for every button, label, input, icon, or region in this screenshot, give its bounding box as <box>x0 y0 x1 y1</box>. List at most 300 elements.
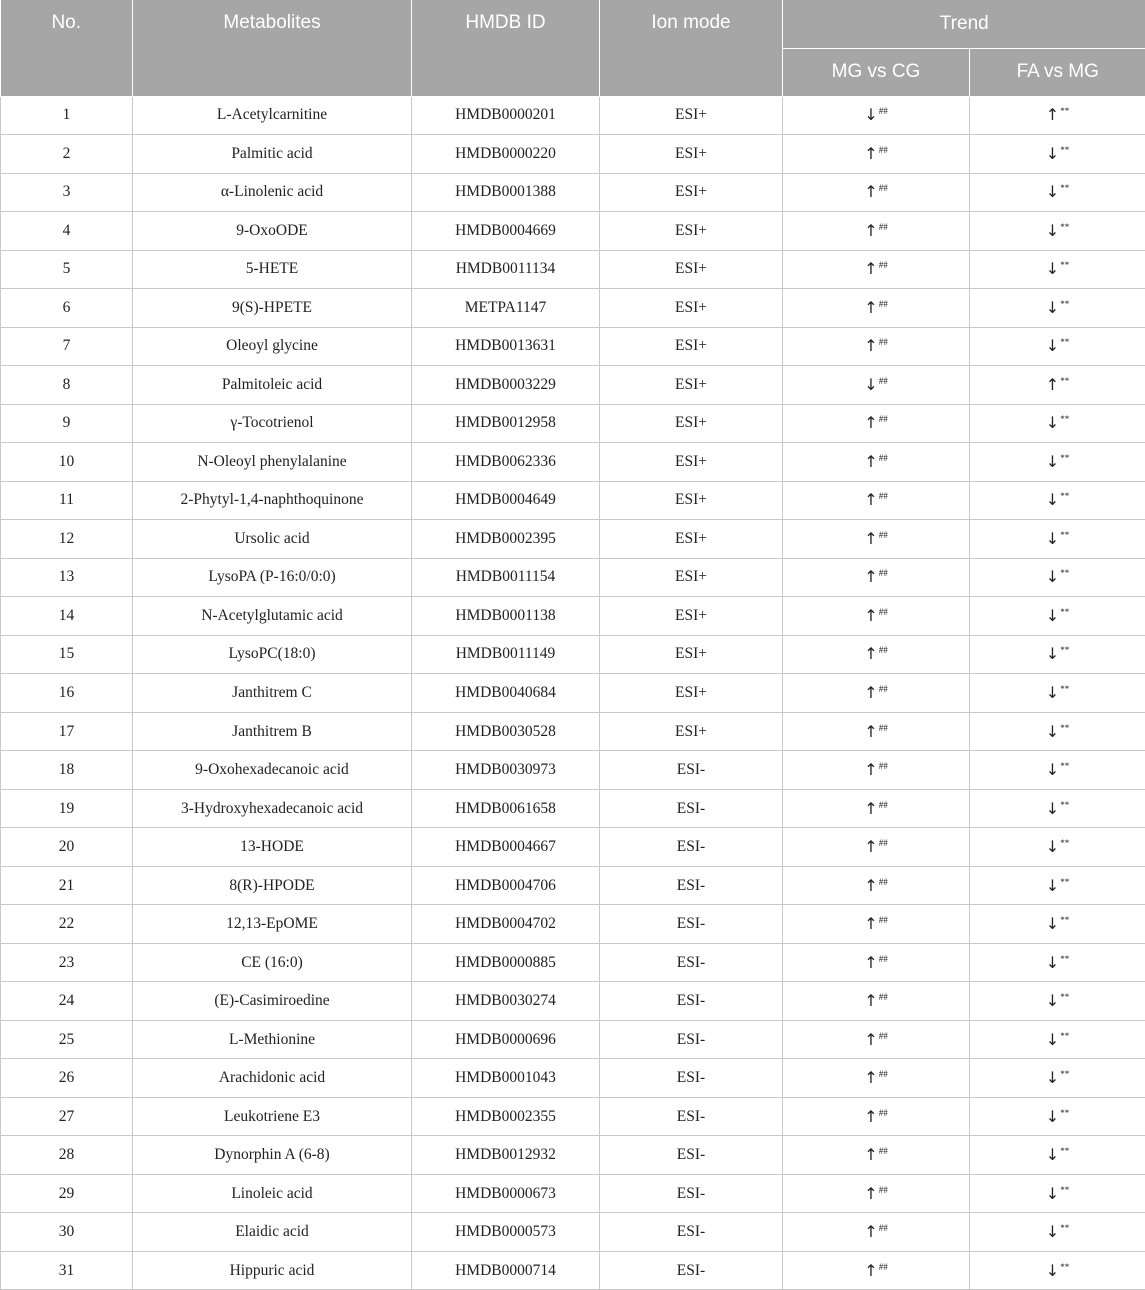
cell-mg-vs-cg <box>783 866 970 905</box>
cell-ion-mode: ESI- <box>600 866 783 905</box>
cell-mg-vs-cg <box>783 828 970 867</box>
significance-mark: ## <box>878 1107 888 1118</box>
cell-fa-vs-mg <box>970 96 1145 135</box>
trend-arrow-icon: ↑ <box>864 259 878 279</box>
trend-arrow-icon: ↓ <box>1045 1222 1060 1242</box>
trend-arrow-icon: ↓ <box>1045 721 1060 741</box>
cell-no: 17 <box>1 712 133 751</box>
trend-arrow-icon: ↓ <box>1045 143 1060 163</box>
cell-no: 8 <box>1 366 133 405</box>
cell-hmdb-id: HMDB0013631 <box>412 327 600 366</box>
trend-arrow-icon: ↓ <box>1045 1068 1060 1088</box>
trend-arrow-icon: ↑ <box>864 413 878 433</box>
cell-ion-mode: ESI- <box>600 828 783 867</box>
cell-ion-mode: ESI- <box>600 751 783 790</box>
cell-mg-vs-cg <box>783 597 970 636</box>
trend-arrow-icon: ↑ <box>1045 105 1060 125</box>
cell-no: 10 <box>1 443 133 482</box>
cell-ion-mode: ESI+ <box>600 366 783 405</box>
cell-metabolite: Oleoyl glycine <box>133 327 412 366</box>
cell-hmdb-id: HMDB0004649 <box>412 481 600 520</box>
table-row <box>1 828 1145 867</box>
cell-hmdb-id: HMDB0061658 <box>412 789 600 828</box>
trend-arrow-icon: ↑ <box>864 220 878 240</box>
cell-fa-vs-mg <box>970 1136 1145 1175</box>
cell-metabolite: 9(S)-HPETE <box>133 289 412 328</box>
cell-metabolite: N-Oleoyl phenylalanine <box>133 443 412 482</box>
table-row <box>1 135 1145 174</box>
cell-no: 22 <box>1 905 133 944</box>
trend-arrow-icon: ↑ <box>864 1183 878 1203</box>
cell-mg-vs-cg <box>783 250 970 289</box>
trend-arrow-icon: ↓ <box>1045 1183 1060 1203</box>
trend-arrow-icon: ↑ <box>864 528 878 548</box>
header-hmdb-id: HMDB ID <box>412 0 600 96</box>
cell-ion-mode: ESI- <box>600 1251 783 1290</box>
cell-no: 26 <box>1 1059 133 1098</box>
cell-no: 13 <box>1 558 133 597</box>
cell-metabolite: L-Methionine <box>133 1020 412 1059</box>
table-row <box>1 404 1145 443</box>
significance-mark: ## <box>878 838 888 849</box>
cell-hmdb-id: HMDB0000696 <box>412 1020 600 1059</box>
significance-mark: ## <box>878 183 888 194</box>
significance-mark: ** <box>1060 452 1070 463</box>
cell-mg-vs-cg <box>783 712 970 751</box>
cell-hmdb-id: HMDB0011134 <box>412 250 600 289</box>
cell-mg-vs-cg <box>783 96 970 135</box>
cell-ion-mode: ESI- <box>600 905 783 944</box>
trend-arrow-icon: ↑ <box>864 605 878 625</box>
trend-arrow-icon: ↓ <box>1045 259 1060 279</box>
cell-metabolite: N-Acetylglutamic acid <box>133 597 412 636</box>
table-row <box>1 366 1145 405</box>
significance-mark: ** <box>1060 722 1070 733</box>
cell-metabolite: (E)-Casimiroedine <box>133 982 412 1021</box>
cell-hmdb-id: HMDB0012932 <box>412 1136 600 1175</box>
trend-arrow-icon: ↓ <box>1045 490 1060 510</box>
trend-arrow-icon: ↓ <box>1045 875 1060 895</box>
table-row <box>1 789 1145 828</box>
table-row <box>1 866 1145 905</box>
cell-no: 4 <box>1 212 133 251</box>
cell-hmdb-id: HMDB0002355 <box>412 1097 600 1136</box>
cell-no: 24 <box>1 982 133 1021</box>
cell-hmdb-id: HMDB0000220 <box>412 135 600 174</box>
header-no: No. <box>1 0 133 96</box>
trend-arrow-icon: ↓ <box>1045 1106 1060 1126</box>
cell-metabolite: 2-Phytyl-1,4-naphthoquinone <box>133 481 412 520</box>
significance-mark: ** <box>1060 568 1070 579</box>
cell-hmdb-id: HMDB0004667 <box>412 828 600 867</box>
cell-fa-vs-mg <box>970 1097 1145 1136</box>
cell-metabolite: L-Acetylcarnitine <box>133 96 412 135</box>
cell-ion-mode: ESI+ <box>600 135 783 174</box>
significance-mark: ## <box>878 1223 888 1234</box>
cell-fa-vs-mg <box>970 1251 1145 1290</box>
cell-mg-vs-cg <box>783 1136 970 1175</box>
cell-mg-vs-cg <box>783 751 970 790</box>
cell-mg-vs-cg <box>783 943 970 982</box>
trend-arrow-icon: ↑ <box>864 297 878 317</box>
cell-hmdb-id: HMDB0002395 <box>412 520 600 559</box>
trend-arrow-icon: ↑ <box>864 451 878 471</box>
cell-metabolite: 13-HODE <box>133 828 412 867</box>
cell-no: 27 <box>1 1097 133 1136</box>
table-row <box>1 1020 1145 1059</box>
cell-ion-mode: ESI+ <box>600 558 783 597</box>
cell-mg-vs-cg <box>783 1213 970 1252</box>
cell-hmdb-id: HMDB0030528 <box>412 712 600 751</box>
significance-mark: ** <box>1060 375 1070 386</box>
trend-arrow-icon: ↑ <box>864 952 878 972</box>
trend-arrow-icon: ↑ <box>864 336 878 356</box>
cell-hmdb-id: HMDB0012958 <box>412 404 600 443</box>
cell-fa-vs-mg <box>970 712 1145 751</box>
cell-ion-mode: ESI- <box>600 943 783 982</box>
table-row <box>1 982 1145 1021</box>
table-row <box>1 1174 1145 1213</box>
cell-mg-vs-cg <box>783 212 970 251</box>
cell-metabolite: Palmitic acid <box>133 135 412 174</box>
trend-arrow-icon: ↓ <box>1045 1029 1060 1049</box>
cell-metabolite: CE (16:0) <box>133 943 412 982</box>
trend-arrow-icon: ↓ <box>1045 760 1060 780</box>
trend-arrow-icon: ↑ <box>864 1106 878 1126</box>
cell-hmdb-id: HMDB0003229 <box>412 366 600 405</box>
cell-fa-vs-mg <box>970 520 1145 559</box>
trend-arrow-icon: ↑ <box>864 991 878 1011</box>
significance-mark: ## <box>878 799 888 810</box>
cell-ion-mode: ESI+ <box>600 404 783 443</box>
trend-arrow-icon: ↑ <box>864 1068 878 1088</box>
cell-ion-mode: ESI+ <box>600 712 783 751</box>
cell-hmdb-id: HMDB0011149 <box>412 635 600 674</box>
header-trend: Trend <box>783 0 1145 48</box>
trend-arrow-icon: ↑ <box>864 875 878 895</box>
significance-mark: ## <box>878 221 888 232</box>
cell-no: 29 <box>1 1174 133 1213</box>
cell-mg-vs-cg <box>783 1251 970 1290</box>
trend-arrow-icon: ↓ <box>1045 336 1060 356</box>
cell-hmdb-id: HMDB0000573 <box>412 1213 600 1252</box>
cell-metabolite: LysoPA (P-16:0/0:0) <box>133 558 412 597</box>
trend-arrow-icon: ↑ <box>864 1145 878 1165</box>
cell-fa-vs-mg <box>970 558 1145 597</box>
cell-mg-vs-cg <box>783 789 970 828</box>
significance-mark: ** <box>1060 645 1070 656</box>
cell-fa-vs-mg <box>970 250 1145 289</box>
cell-hmdb-id: HMDB0001388 <box>412 173 600 212</box>
trend-arrow-icon: ↑ <box>864 644 878 664</box>
significance-mark: ** <box>1060 1223 1070 1234</box>
cell-ion-mode: ESI- <box>600 1097 783 1136</box>
significance-mark: ## <box>878 953 888 964</box>
significance-mark: ## <box>878 375 888 386</box>
cell-fa-vs-mg <box>970 1059 1145 1098</box>
cell-mg-vs-cg <box>783 635 970 674</box>
cell-fa-vs-mg <box>970 289 1145 328</box>
cell-hmdb-id: HMDB0030274 <box>412 982 600 1021</box>
cell-no: 31 <box>1 1251 133 1290</box>
cell-metabolite: 3-Hydroxyhexadecanoic acid <box>133 789 412 828</box>
table-row <box>1 212 1145 251</box>
trend-arrow-icon: ↓ <box>1045 1145 1060 1165</box>
significance-mark: ** <box>1060 1069 1070 1080</box>
cell-metabolite: γ-Tocotrienol <box>133 404 412 443</box>
cell-no: 21 <box>1 866 133 905</box>
cell-hmdb-id: HMDB0000714 <box>412 1251 600 1290</box>
cell-no: 7 <box>1 327 133 366</box>
cell-fa-vs-mg <box>970 212 1145 251</box>
cell-ion-mode: ESI- <box>600 1213 783 1252</box>
trend-arrow-icon: ↓ <box>1045 798 1060 818</box>
table-row <box>1 1251 1145 1290</box>
cell-ion-mode: ESI+ <box>600 289 783 328</box>
cell-no: 20 <box>1 828 133 867</box>
cell-ion-mode: ESI- <box>600 789 783 828</box>
cell-fa-vs-mg <box>970 366 1145 405</box>
cell-fa-vs-mg <box>970 751 1145 790</box>
cell-ion-mode: ESI+ <box>600 327 783 366</box>
trend-arrow-icon: ↓ <box>864 105 878 125</box>
cell-mg-vs-cg <box>783 443 970 482</box>
trend-arrow-icon: ↓ <box>1045 1260 1060 1280</box>
significance-mark: ** <box>1060 1261 1070 1272</box>
cell-mg-vs-cg <box>783 1059 970 1098</box>
trend-arrow-icon: ↑ <box>864 490 878 510</box>
cell-hmdb-id: HMDB0004669 <box>412 212 600 251</box>
significance-mark: ## <box>878 1146 888 1157</box>
cell-fa-vs-mg <box>970 1174 1145 1213</box>
trend-arrow-icon: ↓ <box>1045 644 1060 664</box>
trend-arrow-icon: ↓ <box>1045 220 1060 240</box>
table-row <box>1 751 1145 790</box>
cell-fa-vs-mg <box>970 443 1145 482</box>
significance-mark: ## <box>878 452 888 463</box>
significance-mark: ## <box>878 761 888 772</box>
significance-mark: ## <box>878 992 888 1003</box>
trend-arrow-icon: ↓ <box>1045 914 1060 934</box>
table-row <box>1 1136 1145 1175</box>
significance-mark: ** <box>1060 838 1070 849</box>
table-row <box>1 905 1145 944</box>
significance-mark: ** <box>1060 414 1070 425</box>
significance-mark: ## <box>878 260 888 271</box>
cell-fa-vs-mg <box>970 943 1145 982</box>
significance-mark: ** <box>1060 799 1070 810</box>
significance-mark: ## <box>878 529 888 540</box>
cell-metabolite: Leukotriene E3 <box>133 1097 412 1136</box>
significance-mark: ** <box>1060 221 1070 232</box>
cell-mg-vs-cg <box>783 558 970 597</box>
cell-metabolite: Ursolic acid <box>133 520 412 559</box>
cell-hmdb-id: HMDB0004706 <box>412 866 600 905</box>
trend-arrow-icon: ↓ <box>1045 952 1060 972</box>
cell-mg-vs-cg <box>783 520 970 559</box>
table-row <box>1 250 1145 289</box>
table-row <box>1 443 1145 482</box>
cell-metabolite: α-Linolenic acid <box>133 173 412 212</box>
table-row <box>1 1097 1145 1136</box>
cell-fa-vs-mg <box>970 1213 1145 1252</box>
cell-mg-vs-cg <box>783 173 970 212</box>
cell-no: 16 <box>1 674 133 713</box>
cell-no: 11 <box>1 481 133 520</box>
cell-no: 9 <box>1 404 133 443</box>
cell-mg-vs-cg <box>783 905 970 944</box>
cell-fa-vs-mg <box>970 635 1145 674</box>
trend-arrow-icon: ↑ <box>864 1222 878 1242</box>
table-body <box>1 96 1145 1290</box>
significance-mark: ## <box>878 722 888 733</box>
significance-mark: ** <box>1060 683 1070 694</box>
cell-mg-vs-cg <box>783 366 970 405</box>
cell-ion-mode: ESI+ <box>600 250 783 289</box>
cell-mg-vs-cg <box>783 327 970 366</box>
cell-mg-vs-cg <box>783 289 970 328</box>
cell-fa-vs-mg <box>970 828 1145 867</box>
table-row <box>1 173 1145 212</box>
significance-mark: ** <box>1060 260 1070 271</box>
table-row <box>1 558 1145 597</box>
significance-mark: ## <box>878 144 888 155</box>
cell-hmdb-id: HMDB0062336 <box>412 443 600 482</box>
cell-metabolite: 9-OxoODE <box>133 212 412 251</box>
cell-fa-vs-mg <box>970 327 1145 366</box>
table-row <box>1 712 1145 751</box>
significance-mark: ## <box>878 414 888 425</box>
significance-mark: ** <box>1060 876 1070 887</box>
cell-hmdb-id: METPA1147 <box>412 289 600 328</box>
table-row <box>1 635 1145 674</box>
trend-arrow-icon: ↓ <box>1045 528 1060 548</box>
cell-metabolite: Arachidonic acid <box>133 1059 412 1098</box>
significance-mark: ## <box>878 1069 888 1080</box>
header-fa-vs-mg: FA vs MG <box>970 48 1145 96</box>
trend-arrow-icon: ↑ <box>864 1029 878 1049</box>
trend-arrow-icon: ↑ <box>864 182 878 202</box>
significance-mark: ## <box>878 683 888 694</box>
table-row <box>1 943 1145 982</box>
trend-arrow-icon: ↑ <box>864 837 878 857</box>
cell-metabolite: 9-Oxohexadecanoic acid <box>133 751 412 790</box>
significance-mark: ** <box>1060 915 1070 926</box>
cell-no: 3 <box>1 173 133 212</box>
cell-ion-mode: ESI- <box>600 982 783 1021</box>
cell-no: 15 <box>1 635 133 674</box>
cell-hmdb-id: HMDB0001138 <box>412 597 600 636</box>
cell-metabolite: 12,13-EpOME <box>133 905 412 944</box>
significance-mark: ** <box>1060 761 1070 772</box>
cell-metabolite: Dynorphin A (6-8) <box>133 1136 412 1175</box>
cell-ion-mode: ESI+ <box>600 212 783 251</box>
cell-no: 2 <box>1 135 133 174</box>
trend-arrow-icon: ↓ <box>1045 451 1060 471</box>
cell-metabolite: 5-HETE <box>133 250 412 289</box>
table-row <box>1 481 1145 520</box>
significance-mark: ## <box>878 491 888 502</box>
trend-arrow-icon: ↓ <box>864 374 878 394</box>
cell-no: 19 <box>1 789 133 828</box>
cell-mg-vs-cg <box>783 1020 970 1059</box>
cell-ion-mode: ESI- <box>600 1174 783 1213</box>
cell-no: 14 <box>1 597 133 636</box>
significance-mark: ** <box>1060 1146 1070 1157</box>
cell-ion-mode: ESI- <box>600 1020 783 1059</box>
cell-metabolite: Janthitrem B <box>133 712 412 751</box>
significance-mark: ## <box>878 568 888 579</box>
cell-ion-mode: ESI+ <box>600 481 783 520</box>
cell-mg-vs-cg <box>783 481 970 520</box>
table-row <box>1 597 1145 636</box>
cell-fa-vs-mg <box>970 173 1145 212</box>
table-row <box>1 1059 1145 1098</box>
significance-mark: ## <box>878 876 888 887</box>
trend-arrow-icon: ↓ <box>1045 297 1060 317</box>
cell-mg-vs-cg <box>783 1174 970 1213</box>
trend-arrow-icon: ↓ <box>1045 837 1060 857</box>
trend-arrow-icon: ↑ <box>864 798 878 818</box>
significance-mark: ## <box>878 337 888 348</box>
trend-arrow-icon: ↑ <box>1045 374 1060 394</box>
significance-mark: ## <box>878 106 888 117</box>
significance-mark: ## <box>878 645 888 656</box>
table-row <box>1 289 1145 328</box>
cell-fa-vs-mg <box>970 982 1145 1021</box>
significance-mark: ** <box>1060 491 1070 502</box>
cell-ion-mode: ESI+ <box>600 443 783 482</box>
trend-arrow-icon: ↑ <box>864 567 878 587</box>
cell-no: 30 <box>1 1213 133 1252</box>
significance-mark: ** <box>1060 183 1070 194</box>
cell-ion-mode: ESI+ <box>600 674 783 713</box>
significance-mark: ** <box>1060 1107 1070 1118</box>
table-row <box>1 1213 1145 1252</box>
significance-mark: ** <box>1060 606 1070 617</box>
cell-no: 18 <box>1 751 133 790</box>
significance-mark: ## <box>878 606 888 617</box>
significance-mark: ** <box>1060 337 1070 348</box>
significance-mark: ** <box>1060 106 1070 117</box>
cell-fa-vs-mg <box>970 1020 1145 1059</box>
cell-hmdb-id: HMDB0000885 <box>412 943 600 982</box>
cell-metabolite: Linoleic acid <box>133 1174 412 1213</box>
cell-fa-vs-mg <box>970 789 1145 828</box>
cell-metabolite: 8(R)-HPODE <box>133 866 412 905</box>
cell-mg-vs-cg <box>783 674 970 713</box>
cell-no: 23 <box>1 943 133 982</box>
cell-no: 6 <box>1 289 133 328</box>
significance-mark: ## <box>878 298 888 309</box>
cell-fa-vs-mg <box>970 135 1145 174</box>
significance-mark: ## <box>878 915 888 926</box>
header-ion-mode: Ion mode <box>600 0 783 96</box>
cell-hmdb-id: HMDB0011154 <box>412 558 600 597</box>
table-row <box>1 327 1145 366</box>
cell-ion-mode: ESI+ <box>600 173 783 212</box>
table-row <box>1 96 1145 135</box>
header-mg-vs-cg: MG vs CG <box>783 48 970 96</box>
cell-fa-vs-mg <box>970 866 1145 905</box>
cell-metabolite: Elaidic acid <box>133 1213 412 1252</box>
significance-mark: ## <box>878 1030 888 1041</box>
trend-arrow-icon: ↓ <box>1045 567 1060 587</box>
cell-ion-mode: ESI+ <box>600 597 783 636</box>
significance-mark: ** <box>1060 953 1070 964</box>
trend-arrow-icon: ↑ <box>864 143 878 163</box>
trend-arrow-icon: ↑ <box>864 682 878 702</box>
